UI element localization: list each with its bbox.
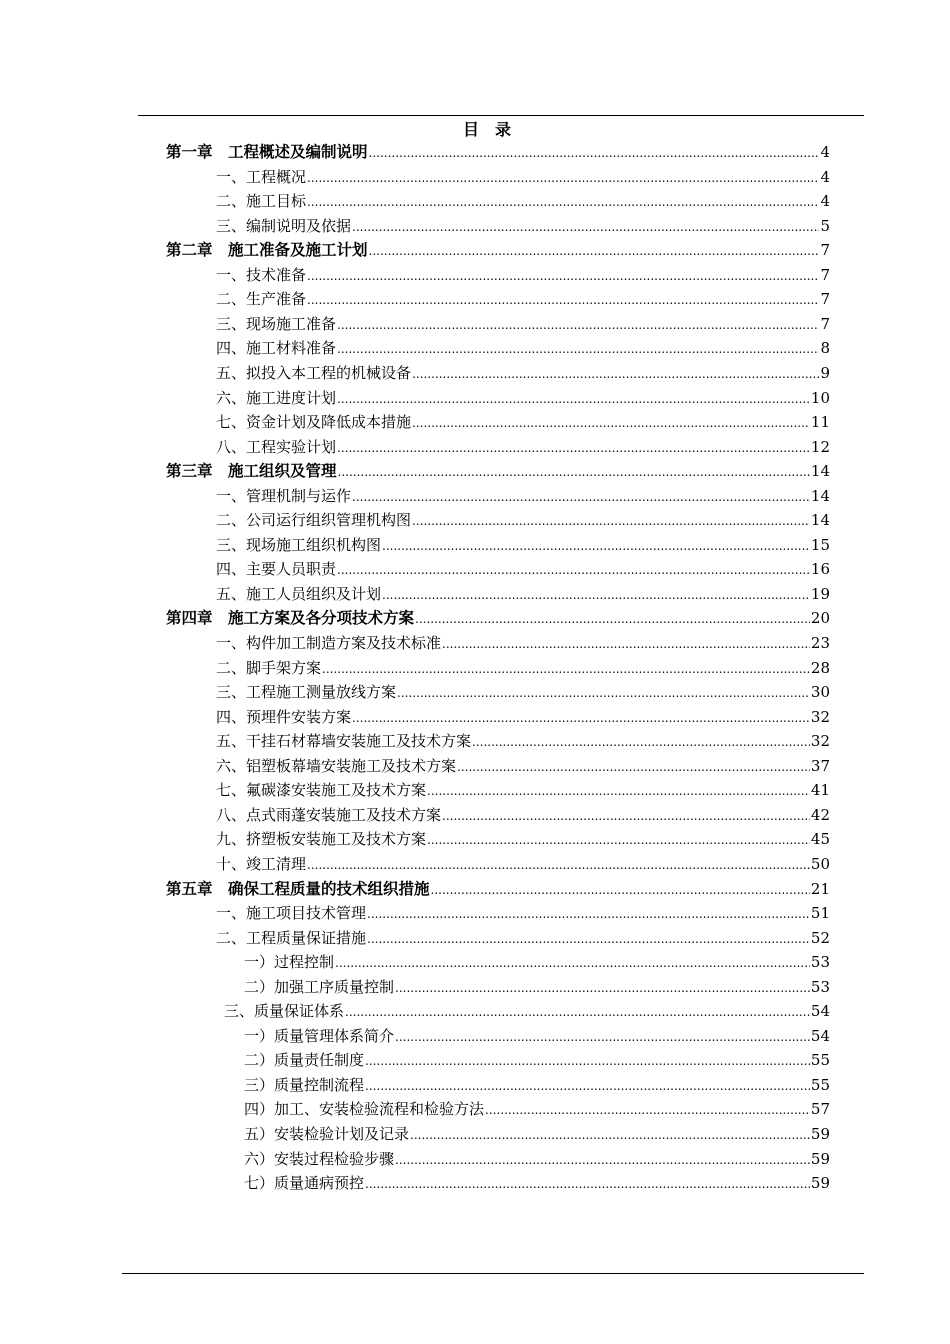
toc-entry-label: 二、工程质量保证措施 [216, 928, 367, 947]
toc-entry-label: 八、点式雨蓬安装施工及技术方案 [216, 805, 442, 824]
toc-entry-page: 20 [810, 609, 830, 628]
toc-entry-page: 7 [820, 290, 830, 309]
toc-entry-page: 4 [820, 143, 830, 161]
toc-leader-dots [337, 435, 810, 460]
toc-entry[interactable] [216, 827, 830, 851]
toc-entry[interactable] [216, 557, 830, 581]
toc-entry-label: 五、施工人员组织及计划 [216, 584, 382, 603]
toc-entry-page: 12 [810, 437, 830, 456]
toc-entry-page: 52 [810, 928, 830, 947]
toc-leader-dots [415, 606, 810, 631]
toc-entry-label: 一、工程概况 [216, 167, 307, 186]
toc-leader-dots [382, 582, 810, 607]
toc-entry-label: 三、编制说明及依据 [216, 216, 352, 235]
toc-entry-label: 六）安装过程检验步骤 [244, 1149, 395, 1168]
toc-entry-page: 37 [810, 756, 830, 775]
toc-entry-page: 14 [810, 511, 830, 530]
toc-entry[interactable] [216, 410, 830, 434]
toc-leader-dots [412, 410, 810, 435]
toc-entry-page: 50 [810, 854, 830, 873]
toc-entry-label: 八、工程实验计划 [216, 437, 337, 456]
toc-entry-page: 53 [810, 977, 830, 996]
toc-entry-label: 六、铝塑板幕墙安装施工及技术方案 [216, 756, 457, 775]
toc-entry[interactable] [224, 999, 830, 1023]
toc-entry-page: 15 [810, 535, 830, 554]
toc-entry-page: 4 [820, 192, 830, 211]
toc-entry-label: 四、施工材料准备 [216, 339, 337, 358]
toc-entry[interactable] [216, 508, 830, 532]
toc-leader-dots [337, 336, 819, 361]
toc-leader-dots [412, 508, 810, 533]
toc-entry[interactable] [216, 582, 830, 606]
toc-leader-dots [337, 312, 819, 337]
toc-entry[interactable] [244, 1171, 830, 1195]
toc-leader-dots [365, 1073, 810, 1098]
toc-leader-dots [335, 950, 810, 975]
toc-entry[interactable] [216, 656, 830, 680]
toc-entry[interactable] [244, 1147, 830, 1171]
toc-entry[interactable] [216, 680, 830, 704]
toc-entry-label: 二）质量责任制度 [244, 1051, 365, 1070]
toc-chapter-entry[interactable] [166, 459, 830, 483]
toc-entry-page: 9 [820, 363, 830, 382]
toc-entry-label: 三、工程施工测量放线方案 [216, 683, 397, 702]
toc-entry[interactable] [244, 1073, 830, 1097]
toc-leader-dots [395, 1024, 810, 1049]
toc-leader-dots [338, 459, 810, 484]
toc-entry-page: 5 [820, 216, 830, 235]
toc-entry[interactable] [244, 975, 830, 999]
toc-entry-page: 32 [810, 732, 830, 751]
toc-entry[interactable] [216, 778, 830, 802]
toc-entry[interactable] [216, 705, 830, 729]
toc-leader-dots [307, 165, 819, 190]
toc-entry-label: 第三章 施工组织及管理 [166, 461, 337, 481]
toc-leader-dots [427, 778, 810, 803]
toc-entry-page: 53 [810, 953, 830, 972]
toc-leader-dots [337, 557, 810, 582]
toc-entry[interactable] [216, 312, 830, 336]
toc-entry[interactable] [216, 361, 830, 385]
toc-entry-label: 第五章 确保工程质量的技术组织措施 [166, 878, 430, 898]
toc-entry[interactable] [216, 901, 830, 925]
toc-entry-page: 10 [810, 388, 830, 407]
toc-entry-page: 59 [810, 1174, 830, 1193]
toc-entry-page: 54 [810, 1002, 830, 1021]
toc-entry-page: 57 [810, 1100, 830, 1119]
toc-entry-page: 55 [810, 1051, 830, 1070]
toc-entry[interactable] [216, 754, 830, 778]
toc-leader-dots [345, 999, 810, 1024]
toc-leader-dots [365, 1171, 810, 1196]
toc-entry-label: 第二章 施工准备及施工计划 [166, 240, 368, 260]
toc-leader-dots [442, 803, 810, 828]
toc-entry-label: 六、施工进度计划 [216, 388, 337, 407]
toc-entry-label: 二、生产准备 [216, 290, 307, 309]
toc-entry-page: 42 [810, 805, 830, 824]
toc-entry[interactable] [216, 484, 830, 508]
toc-entry-label: 九、挤塑板安装施工及技术方案 [216, 830, 427, 849]
toc-entry-page: 55 [810, 1075, 830, 1094]
toc-entry-label: 第四章 施工方案及各分项技术方案 [166, 608, 415, 628]
toc-chapter-entry[interactable] [166, 140, 830, 164]
toc-entry-page: 51 [810, 904, 830, 923]
toc-entry-page: 14 [810, 486, 830, 505]
toc-entry-label: 四）加工、安装检验流程和检验方法 [244, 1100, 485, 1119]
toc-leader-dots [307, 287, 819, 312]
toc-leader-dots [307, 263, 819, 288]
toc-entry-label: 三、质量保证体系 [224, 1002, 345, 1021]
toc-entry-label: 二、脚手架方案 [216, 658, 322, 677]
toc-entry-label: 三、现场施工准备 [216, 314, 337, 333]
toc-entry[interactable] [244, 950, 830, 974]
toc-leader-dots [472, 729, 810, 754]
toc-entry-page: 16 [810, 560, 830, 579]
toc-entry[interactable] [216, 803, 830, 827]
toc-leader-dots [367, 901, 810, 926]
toc-entry-label: 七、氟碳漆安装施工及技术方案 [216, 781, 427, 800]
toc-entry[interactable] [216, 852, 830, 876]
toc-leader-dots [431, 877, 810, 902]
toc-entry-page: 32 [810, 707, 830, 726]
toc-entry-label: 五、干挂石材幕墙安装施工及技术方案 [216, 732, 472, 751]
toc-entry-page: 45 [810, 830, 830, 849]
toc-entry-label: 一、构件加工制造方案及技术标准 [216, 634, 442, 652]
toc-leader-dots [442, 631, 810, 656]
toc-leader-dots [307, 852, 810, 877]
toc-entry[interactable] [244, 1024, 830, 1048]
toc-entry-page: 30 [810, 683, 830, 702]
toc-entry-label: 一、管理机制与运作 [216, 486, 352, 505]
toc-entry-page: 59 [810, 1125, 830, 1143]
toc-leader-dots [427, 827, 810, 852]
toc-entry-label: 一）过程控制 [244, 953, 335, 972]
toc-entry-page: 4 [820, 167, 830, 186]
toc-entry-page: 19 [810, 584, 830, 603]
toc-entry-label: 一、技术准备 [216, 265, 307, 284]
toc-leader-dots [369, 140, 820, 165]
toc-leader-dots [352, 705, 810, 730]
toc-entry-page: 7 [820, 265, 830, 284]
toc-title: 目 录 [463, 120, 512, 139]
toc-leader-dots [397, 680, 810, 705]
toc-chapter-entry[interactable] [166, 238, 830, 262]
toc-entry-label: 四、主要人员职责 [216, 560, 337, 579]
toc-entry-page: 23 [810, 634, 830, 652]
toc-entry-label: 七、资金计划及降低成本措施 [216, 413, 412, 432]
toc-entry[interactable] [216, 263, 830, 287]
toc-leader-dots [410, 1122, 810, 1147]
toc-entry[interactable] [216, 729, 830, 753]
toc-leader-dots [395, 975, 810, 1000]
toc-leader-dots [352, 484, 810, 509]
toc-entry-label: 十、竣工清理 [216, 854, 307, 873]
toc-entry-page: 59 [810, 1149, 830, 1168]
toc-entry[interactable] [216, 926, 830, 950]
toc-leader-dots [337, 386, 810, 411]
toc-leader-dots [367, 926, 810, 951]
toc-entry-page: 28 [810, 658, 830, 677]
toc-entry-label: 四、预埋件安装方案 [216, 707, 352, 726]
toc-entry[interactable] [216, 287, 830, 311]
toc-entry[interactable] [216, 336, 830, 360]
toc-entry[interactable] [244, 1097, 830, 1121]
toc-entry-label: 一、施工项目技术管理 [216, 904, 367, 923]
toc-leader-dots [322, 656, 810, 681]
toc-entry-page: 41 [810, 781, 830, 800]
toc-entry[interactable] [216, 189, 830, 213]
toc-chapter-entry[interactable] [166, 877, 830, 901]
toc-entry[interactable] [216, 533, 830, 557]
toc-entry[interactable] [216, 386, 830, 410]
toc-entry-page: 11 [810, 413, 830, 432]
toc-entry[interactable] [216, 435, 830, 459]
toc-entry-page: 54 [810, 1026, 830, 1045]
toc-entry-label: 二、公司运行组织管理机构图 [216, 511, 412, 530]
toc-leader-dots [485, 1097, 810, 1122]
toc-entry-label: 五）安装检验计划及记录 [244, 1125, 410, 1143]
toc-chapter-entry[interactable] [166, 606, 830, 630]
toc-entry-label: 三）质量控制流程 [244, 1075, 365, 1094]
toc-entry-page: 7 [820, 241, 830, 260]
toc-entry-page: 7 [820, 314, 830, 333]
toc-entry-label: 五、拟投入本工程的机械设备 [216, 363, 412, 382]
toc-leader-dots [395, 1147, 810, 1172]
toc-entry-label: 第一章 工程概述及编制说明 [166, 142, 368, 161]
toc-leader-dots [365, 1048, 810, 1073]
toc-entry-label: 二）加强工序质量控制 [244, 977, 395, 996]
toc-leader-dots [369, 238, 820, 263]
toc-entry-label: 二、施工目标 [216, 192, 307, 211]
toc-entry-label: 一）质量管理体系简介 [244, 1026, 395, 1045]
toc-leader-dots [457, 754, 810, 779]
toc-entry[interactable] [216, 165, 830, 189]
toc-entry[interactable] [216, 631, 830, 655]
toc-leader-dots [352, 214, 819, 239]
toc-leader-dots [382, 533, 810, 558]
toc-entry[interactable] [216, 214, 830, 238]
toc-entry-label: 七）质量通病预控 [244, 1174, 365, 1193]
toc-entry[interactable] [244, 1122, 830, 1146]
toc-entry-page: 14 [810, 462, 830, 481]
toc-entry-page: 8 [820, 339, 830, 358]
toc-entry[interactable] [244, 1048, 830, 1072]
footer-rule [122, 1273, 864, 1274]
toc-entry-page: 21 [810, 879, 830, 898]
header-rule [138, 115, 864, 116]
toc-leader-dots [412, 361, 819, 386]
toc-leader-dots [307, 189, 819, 214]
toc-entry-label: 三、现场施工组织机构图 [216, 535, 382, 554]
